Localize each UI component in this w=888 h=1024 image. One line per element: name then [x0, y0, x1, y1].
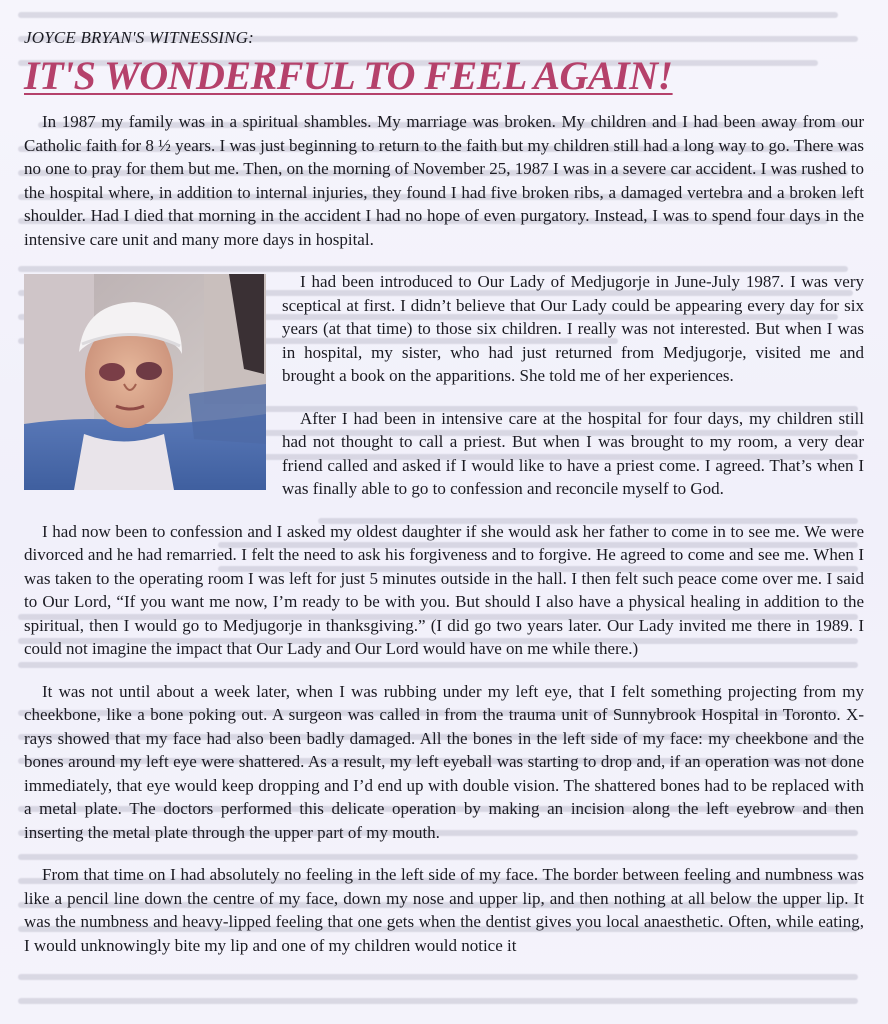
paragraph-2: I had been introduced to Our Lady of Medjugorje in June-July 1987. I was very sceptical at first. I didn’t believe that Our Lady could be appearing every day for six years (at that time) to those six children. I really was not interested. But when I was in hospital, my sister, who had just returned from Medjugorje, visited me and brought a book on the apparitions. She told me of her experiences.	[282, 272, 864, 385]
paragraph-3: After I had been in intensive care at the hospital for four days, my children still had not thought to call a priest. But when I was brought to my room, a very dear friend called and asked if I would like to have a priest come. I agreed. That’s when I was finally able to go to confession and reconcile myself to God.	[282, 408, 864, 498]
paragraph-5: It was not until about a week later, when I was rubbing under my left eye, that I felt something projecting from my cheekbone, like a bone poking out. A surgeon was called in from the trauma unit of Sunnybrook Hospital in Toronto. X-rays showed that my face had also been badly damaged. All the bones in the left side of my face: my cheekbone and the bones around my left eye were shattered. As a result, my left eyeball was starting to drop and, if an operation was not done immediately, that eye would keep dropping and I’d end up with double vision. The shattered bones had to be replaced with a metal plate. The doctors performed this delicate operation by making an incision along the left eyebrow and then inserting the metal plate through the upper part of my mouth.	[24, 681, 864, 842]
paragraph-1: In 1987 my family was in a spiritual shambles. My marriage was broken. My children and I had been away from our Catholic faith for 8 ½ years. I was just beginning to return to the faith but my children still had a long way to go. There was no one to pray for them but me. Then, on the morning of November 25, 1987 I was in a severe car accident. I was rushed to the hospital where, in addition to internal injuries, they found I had five broken ribs, a damaged vertebra and a broken left shoulder. Had I died that morning in the accident I had no hope of even purgatory. Instead, I was to spend four days in the intensive care unit and many more days in hospital.	[24, 112, 864, 249]
article	[24, 28, 864, 976]
article-body	[24, 110, 864, 957]
article-kicker: JOYCE BRYAN'S WITNESSING:	[24, 28, 255, 47]
paragraph-6: From that time on I had absolutely no feeling in the left side of my face. The border between feeling and numbness was like a pencil line down the centre of my face, down my nose and upper lip, and then nothing at all below the upper lip. It was the numbness and heavy-lipped feeling that one gets when the dentist gives you local anaesthetic. Often, while eating, I would unknowingly bite my lip and one of my children would notice it	[24, 865, 864, 955]
paragraph-4: I had now been to confession and I asked my oldest daughter if she would ask her father to come in to see me. We were divorced and he had remarried. I felt the need to ask his forgiveness and to forgive. He agreed to come and see me. When I was taken to the operating room I was left for just 5 minutes outside in the hall. I then felt such peace come over me. I said to Our Lord, “If you want me now, I’m ready to be with you. But should I also have a physical healing in addition to the spiritual, then I would go to Medjugorje in thanksgiving.” (I did go two years later. Our Lady invited me there in 1989. I could not imagine the impact that Our Lady and Our Lord would have on me while there.)	[24, 521, 864, 658]
hospital-photo	[24, 274, 266, 490]
article-headline: IT'S WONDERFUL TO FEEL AGAIN!	[24, 53, 673, 98]
